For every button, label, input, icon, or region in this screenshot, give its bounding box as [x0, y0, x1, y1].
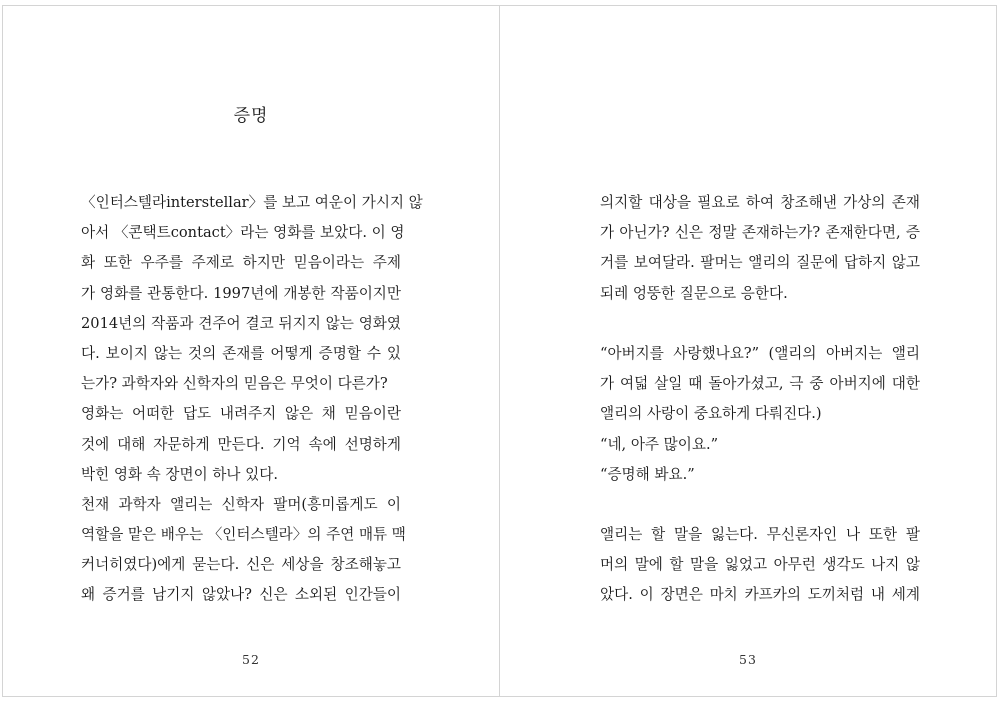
blank-line: [600, 309, 920, 339]
text-line: 가 아닌가? 신은 정말 존재하는가? 존재한다면, 증: [600, 224, 920, 242]
left-page: [2, 5, 500, 697]
text-line: 천재 과학자 앨리는 신학자 팔머(흥미롭게도 이: [81, 495, 401, 513]
text-line: 2014년의 작품과 견주어 결코 뒤지지 않는 영화였: [81, 314, 401, 332]
chapter-title: 증명: [233, 106, 269, 126]
text-line: 〈인터스텔라interstellar〉를 보고 여운이 가시지 않: [81, 194, 423, 211]
text-line: “아버지를 사랑했나요?” (앨리의 아버지는 앨리: [600, 344, 920, 362]
text-line: 왜 증거를 남기지 않았나? 신은 소외된 인간들이: [81, 586, 401, 604]
text-line: 았다. 이 장면은 마치 카프카의 도끼처럼 내 세계: [600, 586, 920, 604]
text-line: 가 여덟 살일 때 돌아가셨고, 극 중 아버지에 대한: [600, 375, 920, 393]
text-line: 화 또한 우주를 주제로 하지만 믿음이라는 주제: [81, 254, 401, 272]
page-number: 53: [739, 652, 757, 667]
text-line: 앨리는 할 말을 잃는다. 무신론자인 나 또한 팔: [600, 526, 920, 544]
text-line: 머의 말에 할 말을 잃었고 아무런 생각도 나지 않: [600, 556, 920, 574]
text-line: 앨리의 사랑이 중요하게 다뤄진다.): [600, 405, 822, 423]
blank-line: [600, 490, 920, 520]
text-line: 것에 대해 자문하게 만든다. 기억 속에 선명하게: [81, 435, 401, 453]
right-page: [499, 5, 997, 697]
right-page-body: [600, 188, 920, 611]
text-line: 다. 보이지 않는 것의 존재를 어떻게 증명할 수 있: [81, 344, 401, 362]
page-number: 52: [242, 652, 260, 667]
text-line: 커너히였다)에게 묻는다. 신은 세상을 창조해놓고: [81, 556, 401, 574]
text-line: “네, 아주 많이요.”: [600, 435, 719, 453]
text-line: 되레 엉뚱한 질문으로 응한다.: [600, 284, 788, 302]
text-line: 영화는 어떠한 답도 내려주지 않은 채 믿음이란: [81, 405, 401, 423]
text-line: 거를 보여달라. 팔머는 앨리의 질문에 답하지 않고: [600, 254, 920, 272]
text-line: “증명해 봐요.”: [600, 465, 695, 483]
text-line: 역할을 맡은 배우는 〈인터스텔라〉의 주연 매튜 맥: [81, 526, 406, 544]
left-page-body: [81, 188, 423, 611]
text-line: 아서 〈콘택트contact〉라는 영화를 보았다. 이 영: [81, 224, 405, 242]
text-line: 박힌 영화 속 장면이 하나 있다.: [81, 465, 279, 483]
text-line: 의지할 대상을 필요로 하여 창조해낸 가상의 존재: [600, 194, 920, 211]
text-line: 가 영화를 관통한다. 1997년에 개봉한 작품이지만: [81, 284, 401, 302]
text-line: 는가? 과학자와 신학자의 믿음은 무엇이 다른가?: [81, 375, 388, 393]
